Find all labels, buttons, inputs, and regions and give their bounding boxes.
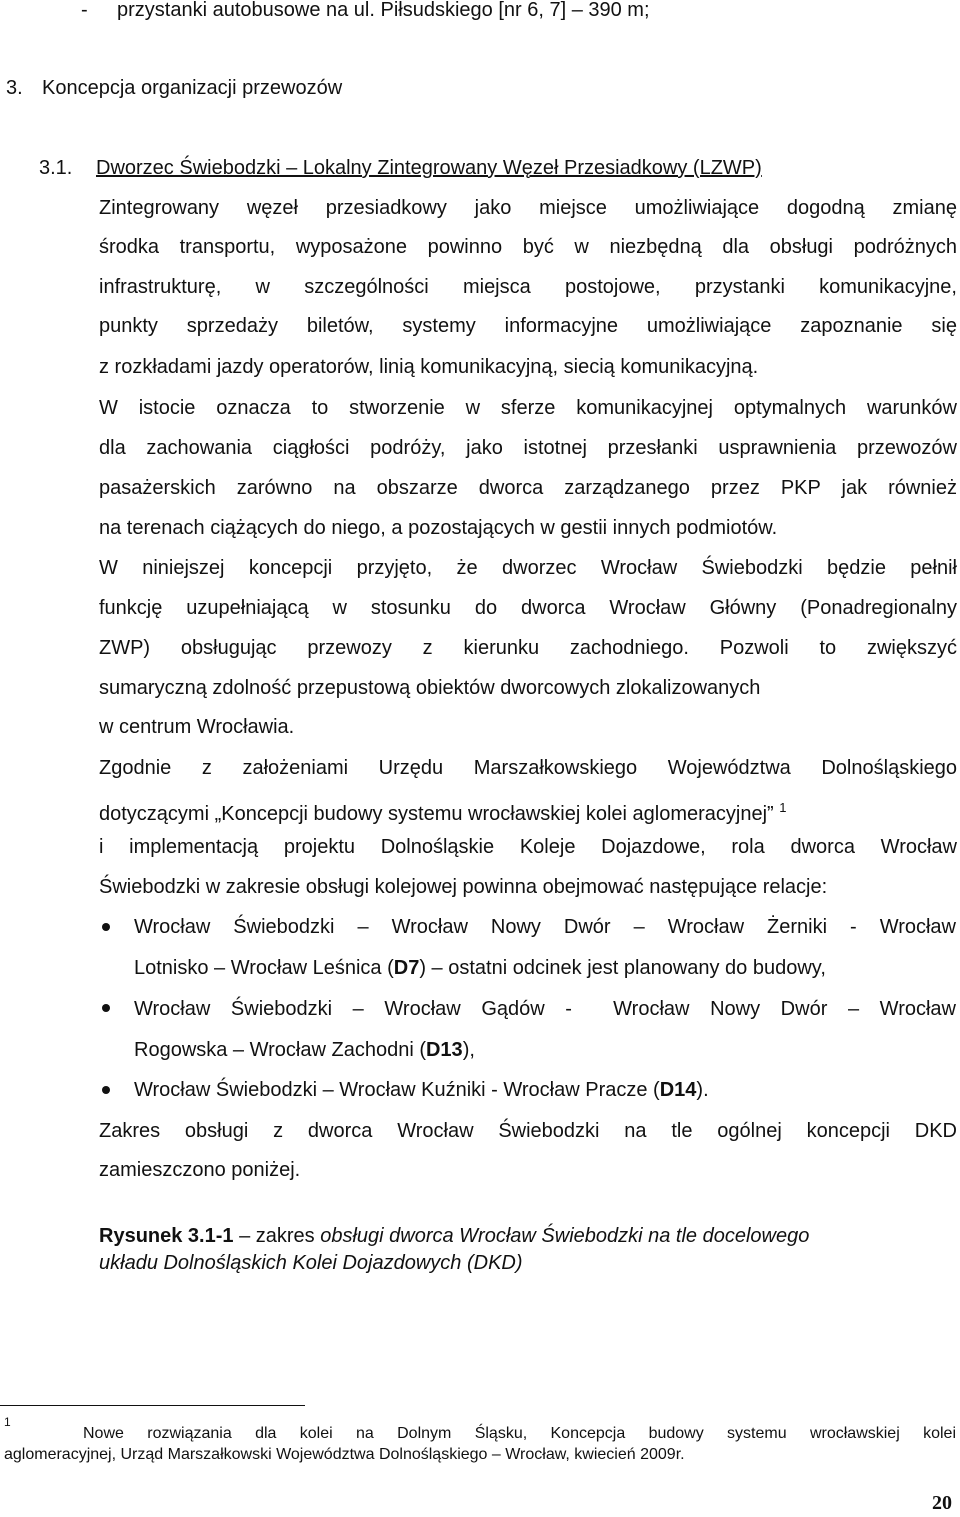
paragraph-line: i implementacją projektu Dolnośląskie Koleje Dojazdowe, rola dworca Wrocław: [99, 836, 957, 858]
bullet-icon: [102, 923, 110, 931]
paragraph-line: infrastrukturę, w szczególności miejsca postojowe, przystanki komunikacyjne,: [99, 276, 957, 298]
bullet-icon: [102, 1004, 110, 1012]
paragraph-line: sumaryczną zdolność przepustową obiektów dworcowych zlokalizowanych: [99, 677, 761, 699]
figure-caption-line: [99, 1251, 523, 1275]
section-heading: Koncepcja organizacji przewozów: [42, 77, 343, 99]
paragraph-line: Świebodzki w zakresie obsługi kolejowej powinna obejmować następujące relacje:: [99, 876, 828, 898]
subsection-number: 3.1.: [39, 157, 73, 179]
bullet-text: Rogowska – Wrocław Zachodni (: [134, 1039, 426, 1061]
line-code: D13: [425, 1039, 463, 1061]
footnote-separator: [0, 1405, 305, 1406]
caption-dash: – zakres: [233, 1225, 321, 1247]
figure-label: Rysunek 3.1-1: [99, 1225, 234, 1247]
paragraph-line: Zintegrowany węzeł przesiadkowy jako miejsce umożliwiające dogodną zmianę: [99, 197, 957, 219]
bullet-line: [134, 1038, 475, 1062]
footnote-line: Nowe rozwiązania dla kolei na Dolnym Śląsku, Koncepcja budowy systemu wrocławskiej kolei: [83, 1425, 956, 1442]
paragraph-line: dla zachowania ciągłości podróży, jako istotnej przesłanki usprawnienia przewozów: [99, 437, 957, 459]
footnote-line: aglomeracyjnej, Urząd Marszałkowski Województwa Dolnośląskiego – Wrocław, kwiecień 2009r.: [4, 1446, 685, 1463]
paragraph-line: z rozkładami jazdy operatorów, linią komunikacyjną, siecią komunikacyjną.: [99, 356, 759, 378]
list-dash: -: [81, 0, 88, 21]
caption-text: obsługi dworca Wrocław Świebodzki na tle docelowego: [320, 1225, 810, 1247]
bullet-line: Wrocław Świebodzki – Wrocław Gądów - Wrocław Nowy Dwór – Wrocław: [134, 998, 956, 1020]
paragraph-line: W istocie oznacza to stworzenie w sferze komunikacyjnej optymalnych warunków: [99, 397, 957, 419]
page-number: 20: [932, 1492, 952, 1514]
bullet-text: ),: [462, 1039, 475, 1061]
bullet-text: ).: [696, 1079, 709, 1101]
paragraph-line: pasażerskich zarówno na obszarze dworca zarządzanego przez PKP jak również: [99, 477, 957, 499]
paragraph-line: punkty sprzedaży biletów, systemy informacyjne umożliwiające zapoznanie się: [99, 315, 957, 337]
subsection-heading: Dworzec Świebodzki – Lokalny Zintegrowany Węzeł Przesiadkowy (LZWP): [96, 157, 762, 179]
paragraph-line: Zgodnie z założeniami Urzędu Marszałkowskiego Województwa Dolnośląskiego: [99, 757, 957, 779]
top-list-item: przystanki autobusowe na ul. Piłsudskiego [nr 6, 7] – 390 m;: [117, 0, 650, 21]
bullet-line: [134, 956, 826, 980]
bullet-icon: [102, 1086, 110, 1094]
line-code: D7: [393, 957, 420, 979]
paragraph-line: Zakres obsługi z dworca Wrocław Świebodzki na tle ogólnej koncepcji DKD: [99, 1120, 957, 1142]
caption-text: układu Dolnośląskich Kolei Dojazdowych (DKD): [99, 1252, 523, 1274]
paragraph-line: w centrum Wrocławia.: [99, 716, 295, 738]
bullet-text: ) – ostatni odcinek jest planowany do budowy,: [419, 957, 826, 979]
paragraph-line: ZWP) obsługując przewozy z kierunku zachodniego. Pozwoli to zwiększyć: [99, 637, 957, 659]
paragraph-text: dotyczącymi „Koncepcji budowy systemu wrocławskiej kolei aglomeracyjnej”: [99, 803, 774, 825]
line-code: D14: [659, 1079, 697, 1101]
paragraph-line: funkcję uzupełniającą w stosunku do dworca Wrocław Główny (Ponadregionalny: [99, 597, 957, 619]
bullet-text: Lotnisko – Wrocław Leśnica (: [134, 957, 394, 979]
paragraph-line: W niniejszej koncepcji przyjęto, że dworzec Wrocław Świebodzki będzie pełnił: [99, 557, 957, 579]
bullet-line: [134, 1078, 709, 1102]
paragraph-line: na terenach ciążących do niego, a pozostających w gestii innych podmiotów.: [99, 517, 778, 539]
footnote-reference: 1: [779, 800, 787, 815]
bullet-text: Wrocław Świebodzki – Wrocław Kuźniki - Wrocław Pracze (: [134, 1079, 660, 1101]
bullet-line: Wrocław Świebodzki – Wrocław Nowy Dwór – Wrocław Żerniki - Wrocław: [134, 916, 956, 938]
paragraph-line: zamieszczono poniżej.: [99, 1159, 301, 1181]
section-number: 3.: [6, 77, 23, 99]
paragraph-line: [99, 796, 787, 826]
figure-caption: [99, 1224, 809, 1248]
footnote-number: 1: [4, 1415, 11, 1429]
paragraph-line: środka transportu, wyposażone powinno być w niezbędną dla obsługi podróżnych: [99, 236, 957, 258]
